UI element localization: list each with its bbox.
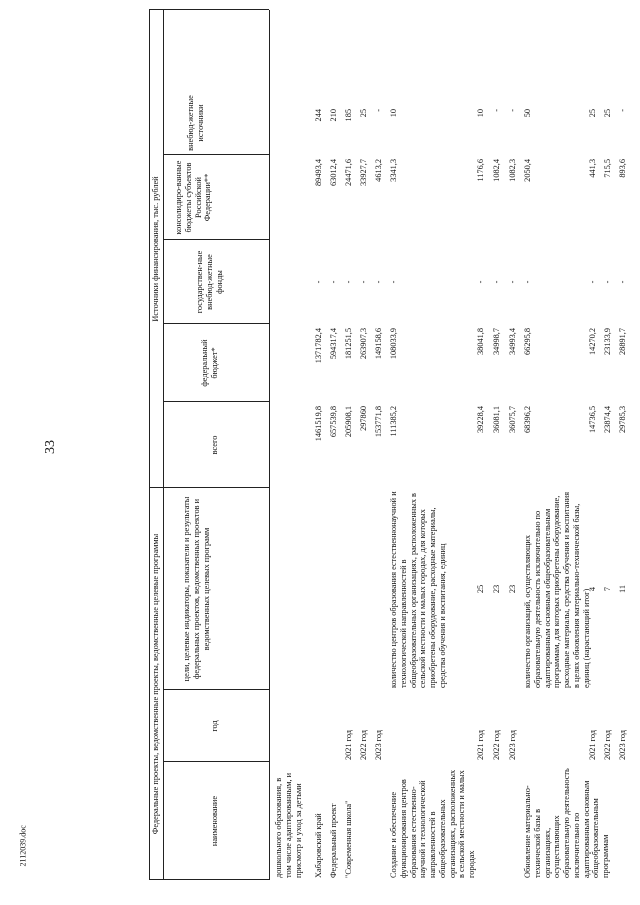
row-adapted-extra: 50 [523, 109, 532, 118]
row-centers-2023-total: 36075,7 [508, 406, 517, 433]
row-adapted-2022-federal: 23133,9 [603, 328, 612, 355]
row-fedproject-regional: 63012,4 [329, 159, 338, 186]
row-adapted-2022-regional: 715,5 [603, 159, 612, 178]
row-adapted-2023-regional: 893,6 [618, 159, 627, 178]
header-bottom-line [269, 10, 270, 880]
row-2022-total: 297860 [359, 406, 368, 431]
row-adapted-2023-funds: - [618, 280, 627, 284]
row-adapted-2023-total: 29785,3 [618, 406, 627, 433]
row-adapted-goal: количество организаций, осуществляющих образовательную деятельность исключительно по адаптированным основным общеобразовательным программам, для которых приобретены оборудование, расходные материалы, средства обучения и воспитания в целях обновления материально-технической базы, единиц (нарастающий итог) [523, 491, 591, 688]
row-khabarovsk-regional: 89493,4 [314, 159, 323, 186]
row-fedproject-extra: 210 [329, 109, 338, 122]
row-centers-2021-regional: 1176,6 [476, 159, 485, 182]
row-2023-total: 153771,8 [374, 406, 383, 438]
row-centers-2022-goal: 23 [492, 584, 501, 594]
header-col-total: всего [210, 435, 219, 455]
row-adapted-2022-extra: 25 [603, 109, 612, 118]
row-2023-funds: - [374, 280, 383, 284]
row-adapted-2023-federal: 28891,7 [618, 328, 627, 355]
row-2022-federal: 263907,3 [359, 328, 368, 360]
row-adapted-2021-total: 14736,5 [588, 406, 597, 433]
row-centers-2021-funds: - [476, 280, 485, 284]
row-centers-2022-extra: - [492, 109, 501, 112]
header-col-year: год [210, 720, 219, 732]
row-centers-2021-goal: 25 [476, 584, 485, 594]
row-adapted-2021-funds: - [588, 280, 597, 284]
row-centers-2022-year: 2022 год [492, 730, 501, 760]
row-2023-year: 2023 год [374, 730, 383, 760]
row-centers-2021-federal: 38041,8 [476, 328, 485, 355]
row-khabarovsk-federal: 1371782,4 [314, 328, 323, 364]
rotated-table [149, 10, 634, 880]
row-centers-2021-total: 39228,4 [476, 406, 485, 433]
row-adapted-2021-extra: 25 [588, 109, 597, 118]
document-footer: 2112039.doc [18, 825, 28, 867]
row-adapted-2021-federal: 14270,2 [588, 328, 597, 355]
header-col-extra: внебюд-жетные источники [186, 95, 205, 151]
header-col-federal: федеральный бюджет* [200, 339, 219, 387]
row-adapted-regional: 2050,4 [523, 159, 532, 182]
row-adapted-2021-regional: 441,3 [588, 159, 597, 178]
row-adapted-2022-funds: - [603, 280, 612, 284]
row-centers-2022-funds: - [492, 280, 501, 284]
row-adapted-2022-year: 2022 год [603, 730, 612, 760]
row-modernschool-year: 2021 год [344, 730, 353, 760]
row-centers-2022-regional: 1082,4 [492, 159, 501, 182]
row-centers-2022-federal: 34998,7 [492, 328, 501, 355]
row-modernschool-funds: - [344, 280, 353, 284]
row-modernschool-name: "Современная школа" [344, 800, 353, 878]
row-2023-extra: - [374, 109, 383, 112]
row-centers-federal: 108033,9 [389, 328, 398, 360]
row-khabarovsk-total: 1461519,8 [314, 406, 323, 442]
row-centers-2023-funds: - [508, 280, 517, 284]
row-centers-2023-goal: 23 [508, 584, 517, 594]
row-adapted-federal: 66295,8 [523, 328, 532, 355]
row-adapted-2023-goal: 11 [618, 585, 627, 593]
row-modernschool-total: 205908,1 [344, 406, 353, 438]
row-centers-2021-extra: 10 [476, 109, 485, 118]
row-modernschool-regional: 24471,6 [344, 159, 353, 186]
row-centers-2023-extra: - [508, 109, 517, 112]
row-centers-2021-year: 2021 год [476, 730, 485, 760]
header-col-regional: консолидиро-ванные бюджеты субъектов Российской Федерации** [174, 160, 213, 235]
row-fedproject-total: 657539,8 [329, 406, 338, 438]
row-2022-regional: 33927,7 [359, 159, 368, 186]
row-khabarovsk-name: Хабаровский край [314, 813, 323, 878]
row-adapted-2022-total: 23874,4 [603, 406, 612, 433]
row-adapted-name: Обновление материально-технической базы в организациях, осуществляющих образовательную деятельность исключительно по адаптированным основным общеобразовательным программам [523, 768, 611, 878]
row-centers-2023-regional: 1082,3 [508, 159, 517, 182]
row-2023-regional: 4613,2 [374, 159, 383, 182]
header-col-goals: цели, целевые индикаторы, показатели и результаты федеральных проектов, ведомственных проектов и ведомственных целевых программ [182, 496, 211, 682]
row-adapted-2022-goal: 7 [603, 586, 612, 592]
header-col-state-funds: государствен-ные внебюд-жетные фонды [195, 250, 224, 314]
row-2022-year: 2022 год [359, 730, 368, 760]
row-centers-total: 111385,2 [389, 406, 398, 437]
row-modernschool-federal: 181251,5 [344, 328, 353, 360]
row-adapted-2023-year: 2023 год [618, 730, 627, 760]
page-number: 33 [43, 440, 58, 454]
row-centers-2023-federal: 34993,4 [508, 328, 517, 355]
row-adapted-2023-extra: - [618, 109, 627, 112]
row-2023-federal: 149158,6 [374, 328, 383, 360]
row-centers-2022-total: 36081,1 [492, 406, 501, 433]
row-fedproject-funds: - [329, 280, 338, 284]
row-adapted-2021-year: 2021 год [588, 730, 597, 760]
row-khabarovsk-extra: 244 [314, 109, 323, 122]
header-funding-sources: Источники финансирования, тыс. рублей [151, 176, 160, 322]
row-adapted-total: 68396,2 [523, 406, 532, 433]
row-2022-funds: - [359, 280, 368, 284]
row-centers-2023-year: 2023 год [508, 730, 517, 760]
row-centers-extra: 10 [389, 109, 398, 118]
row-adapted-2021-goal: 4 [588, 586, 597, 592]
row-centers-goal: количество центров образования естественнонаучной и технологической направленностей в общеобразовательных организациях, расположенных в сельской местности и малых городах, для которых приобретены оборудование, расходные материалы, средства обучения и воспитания, единиц [389, 491, 447, 688]
row-khabarovsk-funds: - [314, 280, 323, 284]
row-centers-funds: - [389, 280, 398, 284]
row-preschool-name: дошкольного образования, в том числе адаптированным, и присмотр и уход за детьми [274, 772, 303, 878]
row-centers-regional: 3341,3 [389, 159, 398, 182]
table-border-right [149, 9, 269, 10]
header-split-line [163, 10, 164, 880]
row-fedproject-name: Федеральный проект [329, 803, 338, 878]
row-adapted-funds: - [523, 280, 532, 284]
row-modernschool-extra: 185 [344, 109, 353, 122]
header-col-name: наименование [210, 795, 219, 847]
header-projects: Федеральные проекты, ведомственные проекты, ведомственные целевые программы [151, 533, 160, 835]
row-centers-name: Создание и обеспечение функционирования центров образования естественно-научной и технологической направленностей в общеобразовательных организациях, расположенных в сельской местности и малых городах [389, 769, 477, 878]
row-2022-extra: 25 [359, 109, 368, 118]
row-fedproject-federal: 594317,4 [329, 328, 338, 360]
